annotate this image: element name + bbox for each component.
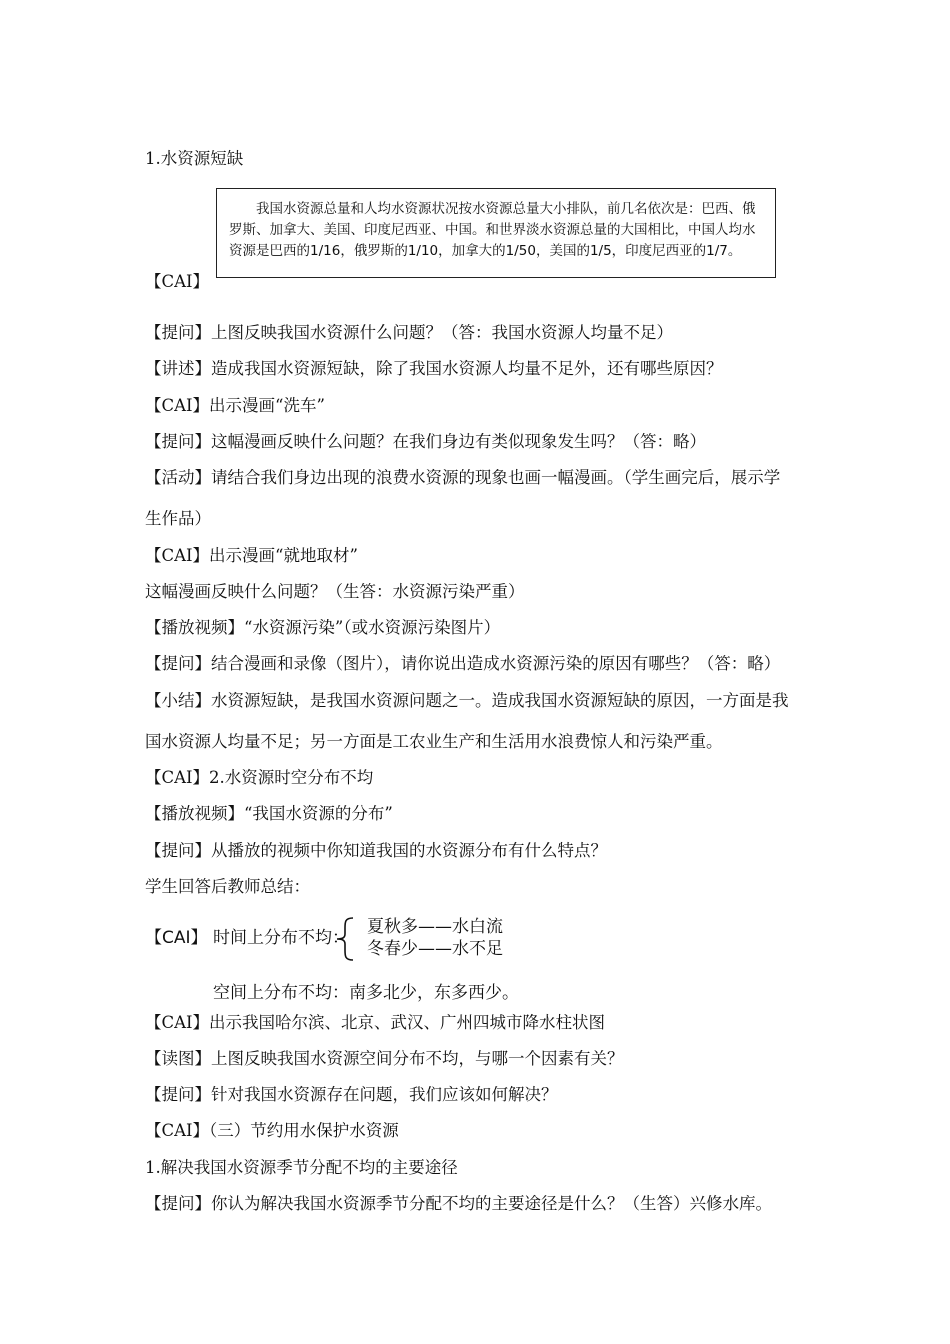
line-b3: 【CAI】（三）节约用水保护水资源: [145, 1121, 399, 1140]
line-a9: 【提问】结合漫画和录像（图片），请你说出造成水资源污染的原因有哪些？（答：略）: [145, 654, 781, 673]
section-heading: 1.水资源短缺: [145, 149, 244, 168]
line-b1: 【读图】上图反映我国水资源空间分布不均，与哪一个因素有关？: [145, 1049, 624, 1068]
time-item-winter: 冬春少——水不足: [367, 939, 503, 959]
time-item-summer: 夏秋多——水白流: [367, 917, 503, 937]
cai-text-box: [216, 188, 776, 278]
line-a0: 【提问】上图反映我国水资源什么问题？（答：我国水资源人均量不足）: [145, 323, 673, 342]
line-a8: 【播放视频】“水资源污染”（或水资源污染图片）: [145, 618, 501, 637]
line-b4: 1.解决我国水资源季节分配不均的主要途径: [145, 1158, 458, 1177]
line-a4: 【活动】请结合我们身边出现的浪费水资源的现象也画一幅漫画。（学生画完后，展示学: [145, 468, 781, 487]
line-b5: 【提问】你认为解决我国水资源季节分配不均的主要途径是什么？（生答）兴修水库。: [145, 1194, 772, 1213]
line-a14: 【提问】从播放的视频中你知道我国的水资源分布有什么特点？: [145, 841, 607, 860]
line-a2: 【CAI】出示漫画“洗车”: [145, 396, 325, 415]
line-a5: 生作品）: [145, 509, 211, 528]
line-a15: 学生回答后教师总结：: [145, 877, 310, 896]
line-a6: 【CAI】出示漫画“就地取材”: [145, 546, 358, 565]
line-b2: 【提问】针对我国水资源存在问题，我们应该如何解决？: [145, 1085, 558, 1104]
cai-box-text: 我国水资源总量和人均水资源状况按水资源总量大小排队，前几名依次是：巴西、俄罗斯、加拿大、美国、印度尼西亚、中国。和世界淡水资源总量的大国相比，中国人均水资源是巴西的1/16，俄罗斯的1/10，加拿大的1/50，美国的1/5，印度尼西亚的1/7。: [229, 201, 756, 259]
line-a13: 【播放视频】“我国水资源的分布”: [145, 804, 393, 823]
cai-label: 【CAI】: [145, 272, 210, 291]
time-distribution-label: 时间上分布不均：: [213, 928, 349, 948]
line-b0: 【CAI】出示我国哈尔滨、北京、武汉、广州四城市降水柱状图: [145, 1013, 606, 1032]
line-a1: 【讲述】造成我国水资源短缺，除了我国水资源人均量不足外，还有哪些原因？: [145, 359, 723, 378]
cai-distribution-figure: [145, 914, 645, 1004]
line-a12: 【CAI】2.水资源时空分布不均: [145, 768, 374, 787]
space-distribution-line: 空间上分布不均：南多北少，东多西少。: [213, 983, 519, 1003]
line-a3: 【提问】这幅漫画反映什么问题？在我们身边有类似现象发生吗？（答：略）: [145, 432, 706, 451]
line-a11: 国水资源人均量不足；另一方面是工农业生产和生活用水浪费惊人和污染严重。: [145, 732, 723, 751]
line-a10: 【小结】水资源短缺，是我国水资源问题之一。造成我国水资源短缺的原因，一方面是我: [145, 691, 789, 710]
cai-figure-label: 【CAI】: [145, 928, 208, 948]
line-a7: 这幅漫画反映什么问题？（生答：水资源污染严重）: [145, 582, 525, 601]
curly-brace-icon: [331, 914, 361, 964]
